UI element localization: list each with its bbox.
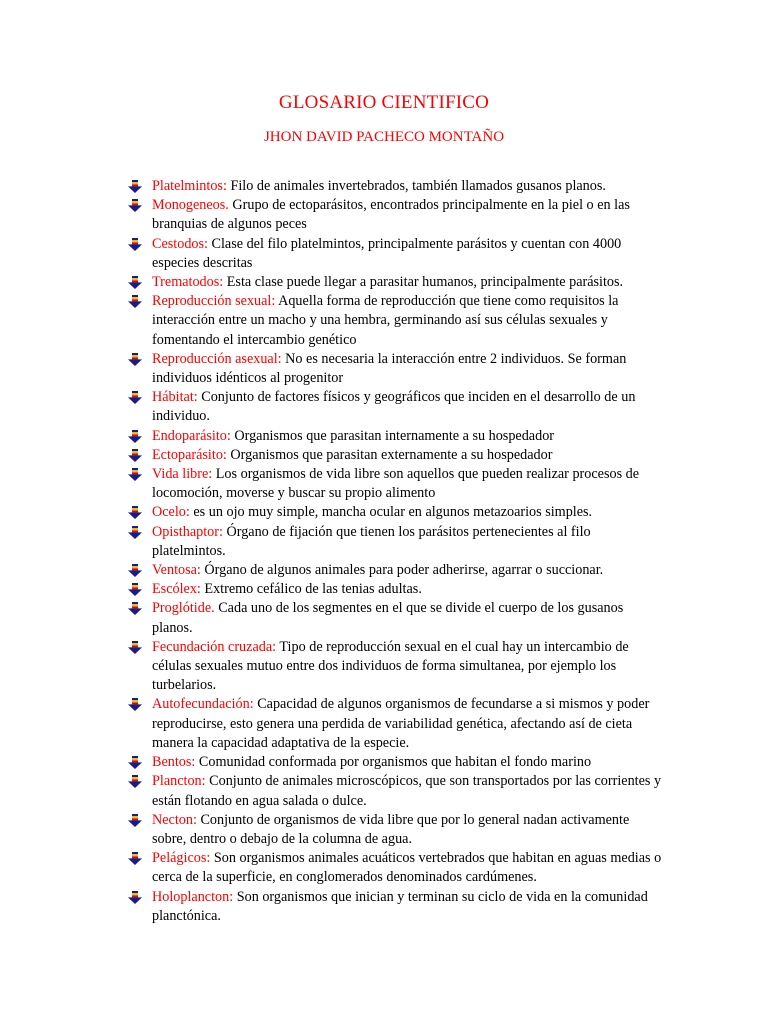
glossary-definition: Cada uno de los segmentes en el que se divide el cuerpo de los gusanos planos. [152,600,624,636]
glossary-term: Proglótide. [152,600,215,617]
glossary-entry [128,561,664,580]
glossary-entry [128,695,664,753]
arrow-down-bullet-icon [128,641,142,654]
arrow-down-bullet-icon [128,602,142,615]
glossary-definition: Filo de animales invertebrados, también llamados gusanos planos. [226,178,606,194]
glossary-term: Cestodos: [152,235,208,252]
glossary-entry [128,523,664,561]
glossary-definition: Clase del filo platelmintos, principalmente parásitos y cuentan con 4000 especies descritas [152,235,622,271]
glossary-term: Trematodos: [152,274,224,291]
glossary-term: Reproducción asexual: [152,350,282,367]
glossary-definition: Conjunto de organismos de vida libre que por lo general nadan activamente sobre, dentro o debajo de la columna de agua. [152,811,630,847]
glossary-term: Endoparásito: [152,427,231,444]
arrow-down-bullet-icon [128,506,142,519]
arrow-down-bullet-icon [128,430,142,443]
glossary-term: Ventosa: [152,562,201,579]
glossary-term: Fecundación cruzada: [152,638,277,655]
glossary-entry [128,235,664,273]
glossary-entry [128,446,664,465]
arrow-down-bullet-icon [128,180,142,193]
glossary-list [128,177,664,926]
glossary-entry [128,427,664,446]
glossary-entry [128,388,664,426]
glossary-definition: Esta clase puede llegar a parasitar humanos, principalmente parásitos. [223,274,624,291]
glossary-term: Necton: [152,811,197,828]
arrow-down-bullet-icon [128,199,142,212]
glossary-definition: Son organismos que inician y terminan su ciclo de vida en la comunidad planctónica. [152,888,648,924]
glossary-term: Holoplancton: [152,888,234,905]
arrow-down-bullet-icon [128,891,142,904]
glossary-definition: Capacidad de algunos organismos de fecundarse a si mismos y poder reproducirse, esto genera una perdida de variabilidad genética, afectando así de cieta manera la capacidad adaptativa de la especie. [152,696,650,751]
glossary-definition: Órgano de fijación que tienen los parásitos pertenecientes al filo platelmintos. [152,523,591,559]
arrow-down-bullet-icon [128,583,142,596]
glossary-definition: es un ojo muy simple, mancha ocular en algunos metazoarios simples. [189,504,593,521]
glossary-entry [128,772,664,810]
arrow-down-bullet-icon [128,814,142,827]
arrow-down-bullet-icon [128,449,142,462]
glossary-term: Escólex: [152,581,201,598]
glossary-term: Reproducción sexual: [152,293,276,310]
arrow-down-bullet-icon [128,353,142,366]
glossary-term: Monogeneos. [152,197,229,214]
glossary-entry [128,811,664,849]
glossary-entry [128,350,664,388]
glossary-term: Ocelo: [152,504,190,521]
glossary-definition: Tipo de reproducción sexual en el cual hay un intercambio de células sexuales mutuo entre dos individuos de forma simultanea, por ejemplo los turbelarios. [152,638,629,694]
document-title: GLOSARIO CIENTIFICO [278,92,490,113]
glossary-definition: Son organismos animales acuáticos vertebrados que habitan en aguas medias o cerca de la superficie, en conglomerados denominados cardúmenes. [152,850,662,886]
glossary-definition: Órgano de algunos animales para poder adherirse, agarrar o succionar. [200,562,604,579]
glossary-definition: Grupo de ectoparásitos, encontrados principalmente en la piel o en las branquias de algunos peces [152,197,630,233]
glossary-definition: Los organismos de vida libre son aquellos que pueden realizar procesos de locomoción, moverse y buscar su propio alimento [152,466,640,502]
glossary-definition: No es necesaria la interacción entre 2 individuos. Se forman individuos idénticos al progenitor [152,350,627,387]
glossary-entry [128,849,664,887]
glossary-entry [128,292,664,350]
glossary-definition: Extremo cefálico de las tenias adultas. [200,581,422,598]
glossary-entry [128,638,664,696]
glossary-term: Hábitat: [152,389,198,406]
glossary-entry [128,599,664,637]
glossary-entry [128,503,664,522]
arrow-down-bullet-icon [128,526,142,539]
glossary-entry [128,753,664,772]
glossary-term: Platelmintos: [152,178,227,194]
arrow-down-bullet-icon [128,391,142,404]
glossary-entry [128,196,664,234]
arrow-down-bullet-icon [128,295,142,308]
glossary-term: Opisthaptor: [152,523,223,540]
arrow-down-bullet-icon [128,238,142,251]
arrow-down-bullet-icon [128,775,142,788]
arrow-down-bullet-icon [128,276,142,289]
glossary-term: Autofecundación: [152,696,254,713]
glossary-entry [128,580,664,599]
glossary-term: Pelágicos: [152,850,211,867]
glossary-entry [128,465,664,503]
glossary-definition: Conjunto de factores físicos y geográficos que inciden en el desarrollo de un individuo. [152,389,636,425]
glossary-term: Vida libre: [152,466,213,483]
glossary-definition: Organismos que parasitan internamente a su hospedador [230,427,555,444]
arrow-down-bullet-icon [128,756,142,769]
arrow-down-bullet-icon [128,698,142,711]
glossary-term: Plancton: [152,773,206,790]
glossary-definition: Organismos que parasitan externamente a su hospedador [226,446,553,463]
arrow-down-bullet-icon [128,564,142,577]
glossary-entry [128,273,664,292]
document-author: JHON DAVID PACHECO MONTAÑO [263,129,505,145]
arrow-down-bullet-icon [128,468,142,481]
glossary-entry [128,177,664,196]
glossary-definition: Conjunto de animales microscópicos, que son transportados por las corrientes y están flotando en agua salada o dulce. [152,773,662,809]
arrow-down-bullet-icon [128,852,142,865]
glossary-entry [128,888,664,926]
glossary-definition: Comunidad conformada por organismos que habitan el fondo marino [195,754,592,771]
glossary-definition: Aquella forma de reproducción que tiene como requisitos la interacción entre un macho y una hembra, germinando así sus células sexuales y fomentando el intercambio genético [152,293,619,348]
glossary-term: Bentos: [152,754,196,771]
glossary-term: Ectoparásito: [152,446,227,463]
